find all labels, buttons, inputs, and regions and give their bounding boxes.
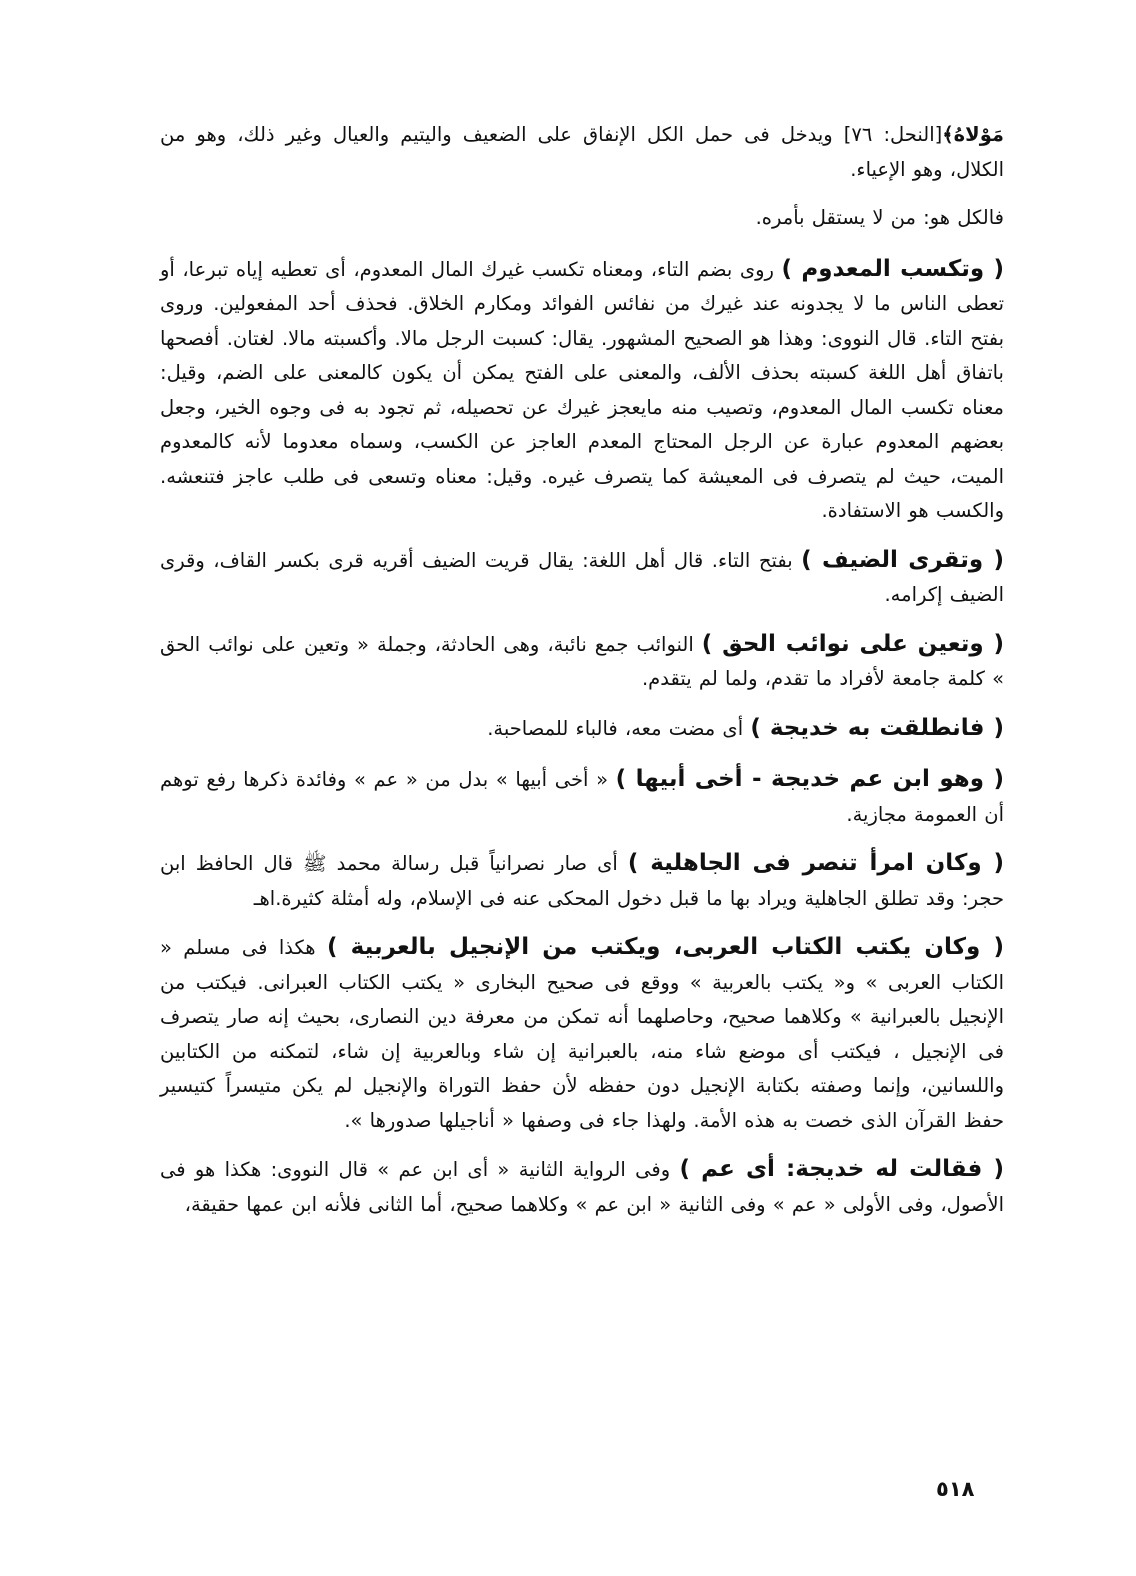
paragraph-heading: ( وكان امرأ تنصر فى الجاهلية ) <box>627 850 1004 876</box>
text-column <box>160 118 1004 1236</box>
paragraph-heading: ( وهو ابن عم خديجة - أخى أبيها ) <box>615 766 1004 792</box>
paragraph-5 <box>160 627 1004 697</box>
paragraph-text: وفى الرواية الثانية « أى ابن عم » قال النووى: هكذا هو فى الأصول، وفى الأولى « عم » وفى الثانية « ابن عم » وكلاهما صحيح، أما الثانى فلأنه ابن عمها حقيقة، <box>160 1158 1004 1216</box>
paragraph-text: أى صار نصرانياً قبل رسالة محمد ﷺ قال الحافظ ابن حجر: وقد تطلق الجاهلية ويراد بها ما قبل دخول المحكى عنه فى الإسلام، وله أمثلة كثيرة.اهـ <box>160 852 1004 910</box>
paragraph-heading: ( فقالت له خديجة: أى عم ) <box>679 1156 1004 1182</box>
paragraph-2 <box>160 201 1004 236</box>
paragraph-8 <box>160 846 1004 916</box>
paragraph-text: فالكل هو: من لا يستقل بأمره. <box>755 206 1004 229</box>
paragraph-heading: ( وتعين على نوائب الحق ) <box>701 630 1004 657</box>
paragraph-heading: ( وتكسب المعدوم ) <box>781 255 1004 282</box>
paragraph-heading: ( فانطلقت به خديجة ) <box>750 714 1004 741</box>
quran-verse-fragment: مَوْلاهُ﴾ <box>942 123 1005 146</box>
paragraph-9 <box>160 930 1004 1138</box>
paragraph-4 <box>160 543 1004 613</box>
paragraph-text: روى بضم التاء، ومعناه تكسب غيرك المال المعدوم، أى تعطيه إياه تبرعا، أو تعطى الناس ما لا يجدونه عند غيرك من نفائس الفوائد ومكارم الخلاق. فحذف أحد المفعولين. وروى بفتح التاء. قال النووى: وهذا هو الصحيح المشهور. يقال: كسبت الرجل مالا. وأكسبته مالا. لغتان. أفصحها باتفاق أهل اللغة كسبته بحذف الألف، والمعنى على الفتح يمكن أن يكون كالمعنى على الضم، وقيل: معناه تكسب المال المعدوم، وتصيب منه مايعجز غيرك عن تحصيله، ثم تجود به فى وجوه الخير، وجعل بعضهم المعدوم عبارة عن الرجل المحتاج المعدم العاجز عن الكسب، وسماه معدوما لأنه كالمعدوم الميت، حيث لم يتصرف فى المعيشة كما يتصرف غيره. وقيل: معناه وتسعى فى طلب عاجز فتنعشه. والكسب هو الاستفادة. <box>160 257 1004 522</box>
paragraph-3 <box>160 252 1004 529</box>
paragraph-7 <box>160 762 1004 832</box>
paragraph-1 <box>160 118 1004 187</box>
paragraph-text: بفتح التاء. قال أهل اللغة: يقال قريت الضيف أقريه قرى بكسر القاف، وقرى الضيف إكرامه. <box>160 548 1004 606</box>
paragraph-text: هكذا فى مسلم « الكتاب العربى » و« يكتب بالعربية » ووقع فى صحيح البخارى « يكتب الكتاب العبرانى. فيكتب من الإنجيل بالعبرانية » وكلاهما صحيح، وحاصلهما أنه تمكن من معرفة دين النصارى، بحيث إنه صار يتصرف فى الإنجيل ، فيكتب أى موضع شاء منه، بالعبرانية إن شاء وبالعربية إن شاء، لتمكنه من الكتابين واللسانين، وإنما وصفته بكتابة الإنجيل دون حفظه لأن حفظ التوراة والإنجيل لم يكن متيسراً كتيسير حفظ القرآن الذى خصت به هذه الأمة. ولهذا جاء فى وصفها « أناجيلها صدورها ». <box>160 936 1004 1132</box>
paragraph-heading: ( وتقرى الضيف ) <box>801 546 1004 573</box>
page-number: ٥١٨ <box>936 1477 975 1501</box>
paragraph-text: النوائب جمع نائبة، وهى الحادثة، وجملة « وتعين على نوائب الحق » كلمة جامعة لأفراد ما تقدم، ولما لم يتقدم. <box>160 632 1004 690</box>
paragraph-text: « أخى أبيها » بدل من « عم » وفائدة ذكرها رفع توهم أن العمومة مجازية. <box>160 768 1004 826</box>
paragraph-heading: ( وكان يكتب الكتاب العربى، ويكتب من الإنجيل بالعربية ) <box>326 934 1005 960</box>
paragraph-text: [النحل: ٧٦] ويدخل فى حمل الكل الإنفاق على الضعيف واليتيم والعيال وغير ذلك، وهو من الكلال، وهو الإعياء. <box>160 123 1004 181</box>
paragraph-10 <box>160 1152 1004 1222</box>
paragraph-text: أى مضت معه، فالباء للمصاحبة. <box>487 716 751 740</box>
paragraph-6 <box>160 711 1004 747</box>
